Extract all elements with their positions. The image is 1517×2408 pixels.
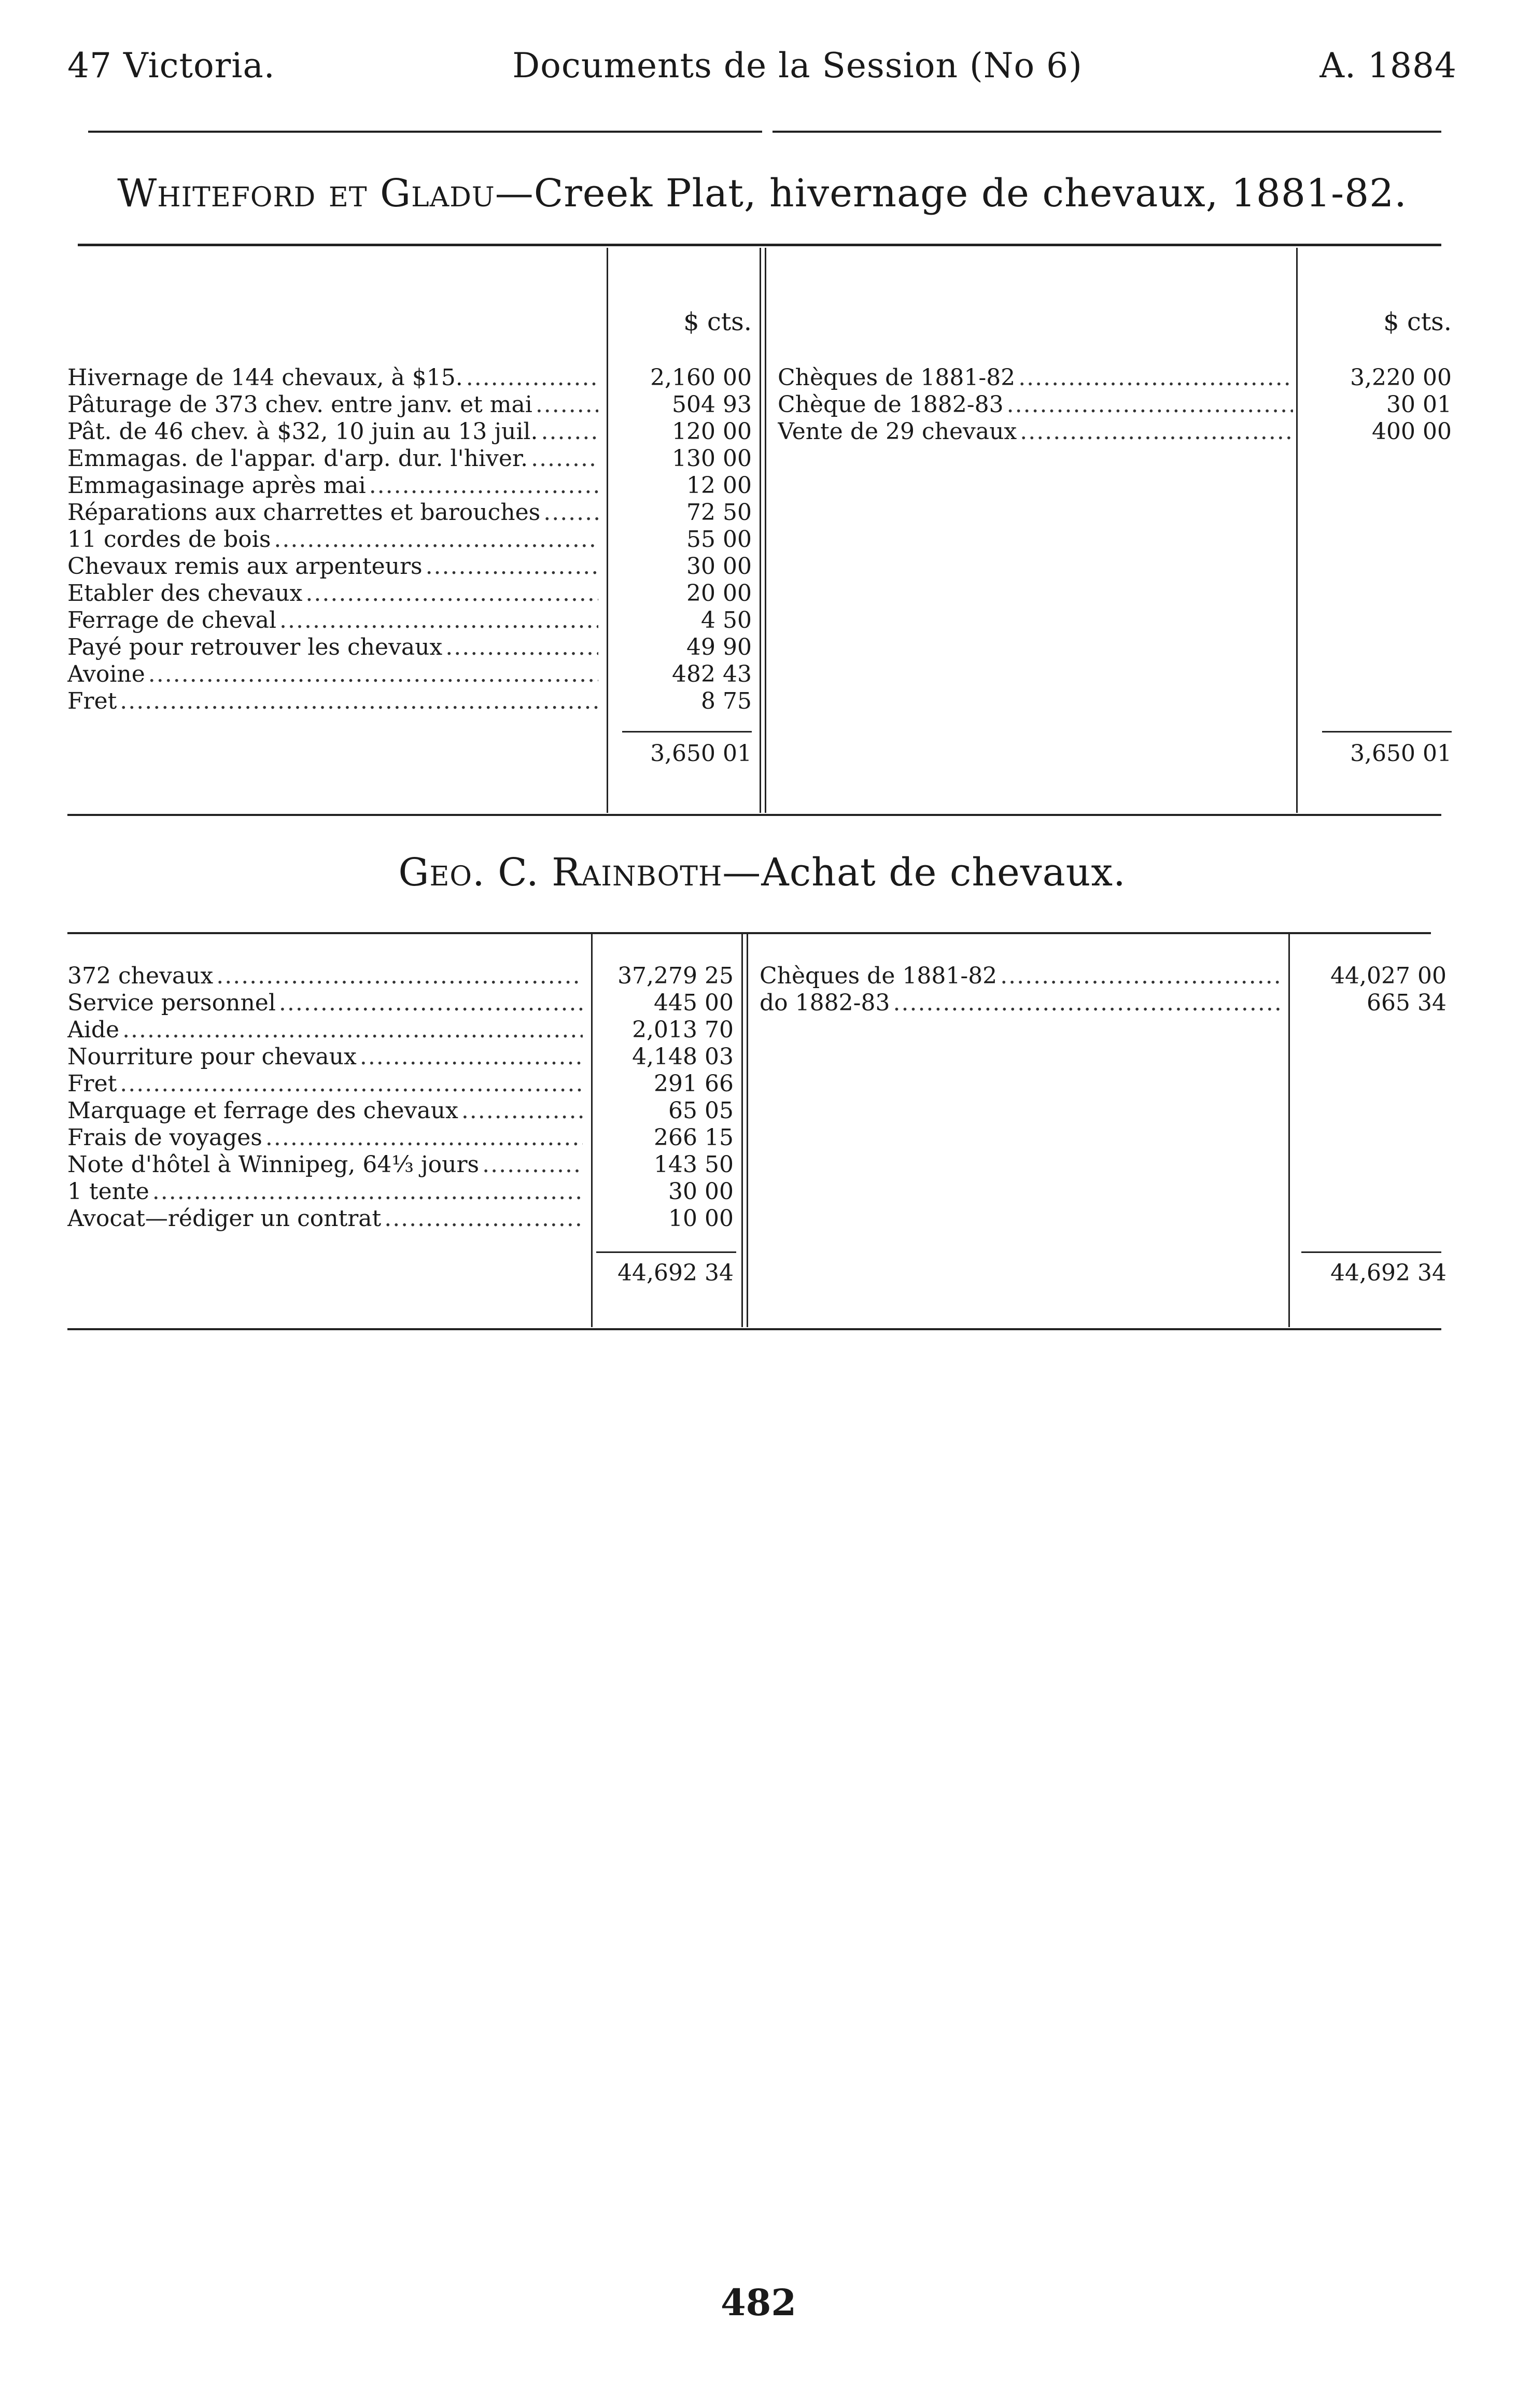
- line-item-amount: 143 50: [654, 1151, 734, 1178]
- leader-dots: [305, 580, 598, 607]
- line-item-amount: 10 00: [668, 1205, 734, 1232]
- line-item-label: Emmagasinage après mai: [67, 472, 366, 499]
- leader-dots: [384, 1205, 583, 1232]
- leader-dots: [543, 499, 598, 526]
- ledger-line-item: [67, 1017, 586, 1044]
- line-item-amount: 44,027 00: [1330, 963, 1446, 989]
- line-item-label: Fret: [67, 1071, 117, 1097]
- line-item-label: Emmagas. de l'appar. d'arp. dur. l'hiver.: [67, 445, 528, 472]
- leader-dots: [216, 963, 583, 990]
- ledger-line-item: [67, 580, 601, 607]
- credit-total-rule: [1301, 1251, 1441, 1253]
- credit-total-rule: [1322, 731, 1452, 733]
- leader-dots: [1018, 364, 1293, 391]
- line-item-label: Chevaux remis aux arpenteurs: [67, 553, 423, 580]
- leader-dots: [120, 688, 598, 715]
- debit-currency-header: $ cts.: [683, 307, 752, 336]
- debit-total-rule: [622, 731, 752, 733]
- line-item-amount: 65 05: [668, 1097, 734, 1124]
- line-item-label: Marquage et ferrage des chevaux: [67, 1097, 458, 1124]
- leader-dots: [1007, 391, 1293, 418]
- leader-dots: [152, 1178, 583, 1205]
- ledger-whiteford: [67, 248, 1457, 813]
- column-rule: [591, 934, 593, 1327]
- line-item-amount: 72 50: [686, 499, 752, 526]
- line-item-label: 372 chevaux: [67, 963, 214, 989]
- leader-dots: [445, 634, 598, 661]
- line-item-label: 1 tente: [67, 1178, 149, 1205]
- line-item-label: Payé pour retrouver les chevaux: [67, 634, 443, 660]
- line-item-label: Chèque de 1882-83: [778, 391, 1004, 418]
- page-number: 482: [720, 2281, 797, 2324]
- line-item-amount: 291 66: [654, 1071, 734, 1097]
- header-rule: [88, 131, 762, 133]
- line-item-amount: 665 34: [1367, 990, 1446, 1016]
- line-item-amount: 4 50: [701, 607, 752, 633]
- ledger-line-item: [67, 1097, 586, 1124]
- leader-dots: [122, 1017, 583, 1044]
- ledger-line-item: [67, 688, 601, 715]
- line-item-label: Vente de 29 chevaux: [778, 418, 1017, 445]
- leader-dots: [536, 391, 598, 418]
- line-item-label: Chèques de 1881-82: [760, 963, 998, 989]
- leader-dots: [531, 445, 598, 472]
- ledger-line-item: [778, 418, 1296, 445]
- line-item-label: Hivernage de 144 chevaux, à $15.: [67, 364, 463, 391]
- running-header: [67, 46, 1457, 86]
- line-item-label: Pât. de 46 chev. à $32, 10 juin au 13 juil.: [67, 418, 538, 445]
- leader-dots: [482, 1151, 583, 1178]
- line-item-label: Nourriture pour chevaux: [67, 1044, 357, 1070]
- line-item-amount: 504 93: [672, 391, 752, 418]
- line-item-amount: 12 00: [686, 472, 752, 499]
- line-item-amount: 30 00: [668, 1178, 734, 1205]
- line-item-label: Aide: [67, 1017, 120, 1043]
- line-item-amount: 482 43: [672, 661, 752, 687]
- column-rule: [747, 934, 748, 1327]
- line-item-amount: 266 15: [654, 1124, 734, 1151]
- ledger-line-item: [67, 1151, 586, 1178]
- ledger-line-item: [67, 1044, 586, 1071]
- leader-dots: [148, 661, 598, 688]
- line-item-amount: 37,279 25: [617, 963, 734, 989]
- section-title-whiteford: Whiteford et Gladu—Creek Plat, hivernage de chevaux, 1881-82.: [117, 171, 1407, 216]
- ledger-line-item: [778, 391, 1296, 418]
- line-item-label: Pâturage de 373 chev. entre janv. et mai: [67, 391, 532, 418]
- header-volume: 47 Victoria.: [67, 46, 275, 86]
- leader-dots: [1020, 418, 1293, 445]
- ledger-line-item: [67, 963, 586, 990]
- line-item-amount: 8 75: [701, 688, 752, 714]
- leader-dots: [265, 1124, 583, 1151]
- ledger-line-item: [67, 661, 601, 688]
- ledger-line-item: [67, 445, 601, 472]
- leader-dots: [279, 990, 583, 1017]
- section-bottom-rule: [67, 1328, 1441, 1330]
- line-item-label: Fret: [67, 688, 117, 714]
- ledger-line-item: [67, 1071, 586, 1097]
- column-rule: [607, 248, 608, 813]
- leader-dots: [1000, 963, 1280, 990]
- line-item-amount: 49 90: [686, 634, 752, 660]
- line-item-label: Etabler des chevaux: [67, 580, 303, 607]
- line-item-label: Ferrage de cheval: [67, 607, 277, 633]
- ledger-line-item: [67, 391, 601, 418]
- line-item-amount: 20 00: [686, 580, 752, 607]
- ledger-line-item: [67, 990, 586, 1017]
- debit-total: 44,692 34: [617, 1260, 734, 1286]
- line-item-amount: 130 00: [672, 445, 752, 472]
- ledger-line-item: [778, 364, 1296, 391]
- line-item-amount: 400 00: [1372, 418, 1452, 445]
- column-rule: [1296, 248, 1298, 813]
- line-item-amount: 120 00: [672, 418, 752, 445]
- credit-total: 44,692 34: [1330, 1260, 1446, 1286]
- ledger-line-item: [67, 634, 601, 661]
- column-rule: [765, 248, 766, 813]
- header-rule-right: [772, 131, 1441, 133]
- credit-total: 3,650 01: [1350, 740, 1452, 767]
- header-title: Documents de la Session (No 6): [512, 46, 1083, 86]
- ledger-rainboth: [67, 934, 1457, 1327]
- leader-dots: [426, 553, 598, 580]
- debit-total-rule: [596, 1251, 736, 1253]
- line-item-amount: 55 00: [686, 526, 752, 553]
- ledger-line-item: [67, 364, 601, 391]
- credit-currency-header: $ cts.: [1383, 307, 1452, 336]
- line-item-label: Note d'hôtel à Winnipeg, 64⅓ jours: [67, 1151, 480, 1178]
- debit-total: 3,650 01: [650, 740, 752, 767]
- leader-dots: [466, 364, 598, 391]
- line-item-label: Avocat—rédiger un contrat: [67, 1205, 382, 1232]
- line-item-label: Réparations aux charrettes et barouches: [67, 499, 541, 526]
- ledger-line-item: [760, 990, 1283, 1017]
- leader-dots: [893, 990, 1280, 1017]
- ledger-line-item: [67, 499, 601, 526]
- line-item-amount: 3,220 00: [1350, 364, 1452, 391]
- ledger-line-item: [67, 472, 601, 499]
- column-rule: [1288, 934, 1290, 1327]
- line-item-label: Service personnel: [67, 990, 276, 1016]
- leader-dots: [274, 526, 598, 553]
- ledger-line-item: [67, 1124, 586, 1151]
- header-year: A. 1884: [1319, 46, 1457, 86]
- line-item-label: Chèques de 1881-82: [778, 364, 1016, 391]
- leader-dots: [279, 607, 598, 634]
- section-title-rainboth: Geo. C. Rainboth—Achat de chevaux.: [398, 850, 1126, 895]
- line-item-amount: 445 00: [654, 990, 734, 1016]
- ledger-line-item: [67, 553, 601, 580]
- leader-dots: [120, 1071, 583, 1097]
- leader-dots: [360, 1044, 583, 1071]
- ledger-line-item: [67, 607, 601, 634]
- line-item-label: do 1882-83: [760, 990, 890, 1016]
- line-item-amount: 30 00: [686, 553, 752, 580]
- line-item-label: Avoine: [67, 661, 145, 687]
- ledger-line-item: [67, 1205, 586, 1232]
- line-item-amount: 2,013 70: [632, 1017, 734, 1043]
- line-item-label: Frais de voyages: [67, 1124, 262, 1151]
- column-rule: [760, 248, 761, 813]
- line-item-amount: 30 01: [1386, 391, 1452, 418]
- ledger-line-item: [67, 526, 601, 553]
- ledger-line-item: [67, 418, 601, 445]
- leader-dots: [369, 472, 598, 499]
- section-bottom-rule: [67, 814, 1441, 816]
- line-item-amount: 4,148 03: [632, 1044, 734, 1070]
- section-top-rule: [78, 244, 1441, 246]
- line-item-label: 11 cordes de bois: [67, 526, 271, 553]
- line-item-amount: 2,160 00: [650, 364, 752, 391]
- ledger-line-item: [760, 963, 1283, 990]
- ledger-line-item: [67, 1178, 586, 1205]
- leader-dots: [461, 1097, 583, 1124]
- leader-dots: [541, 418, 598, 445]
- column-rule: [741, 934, 743, 1327]
